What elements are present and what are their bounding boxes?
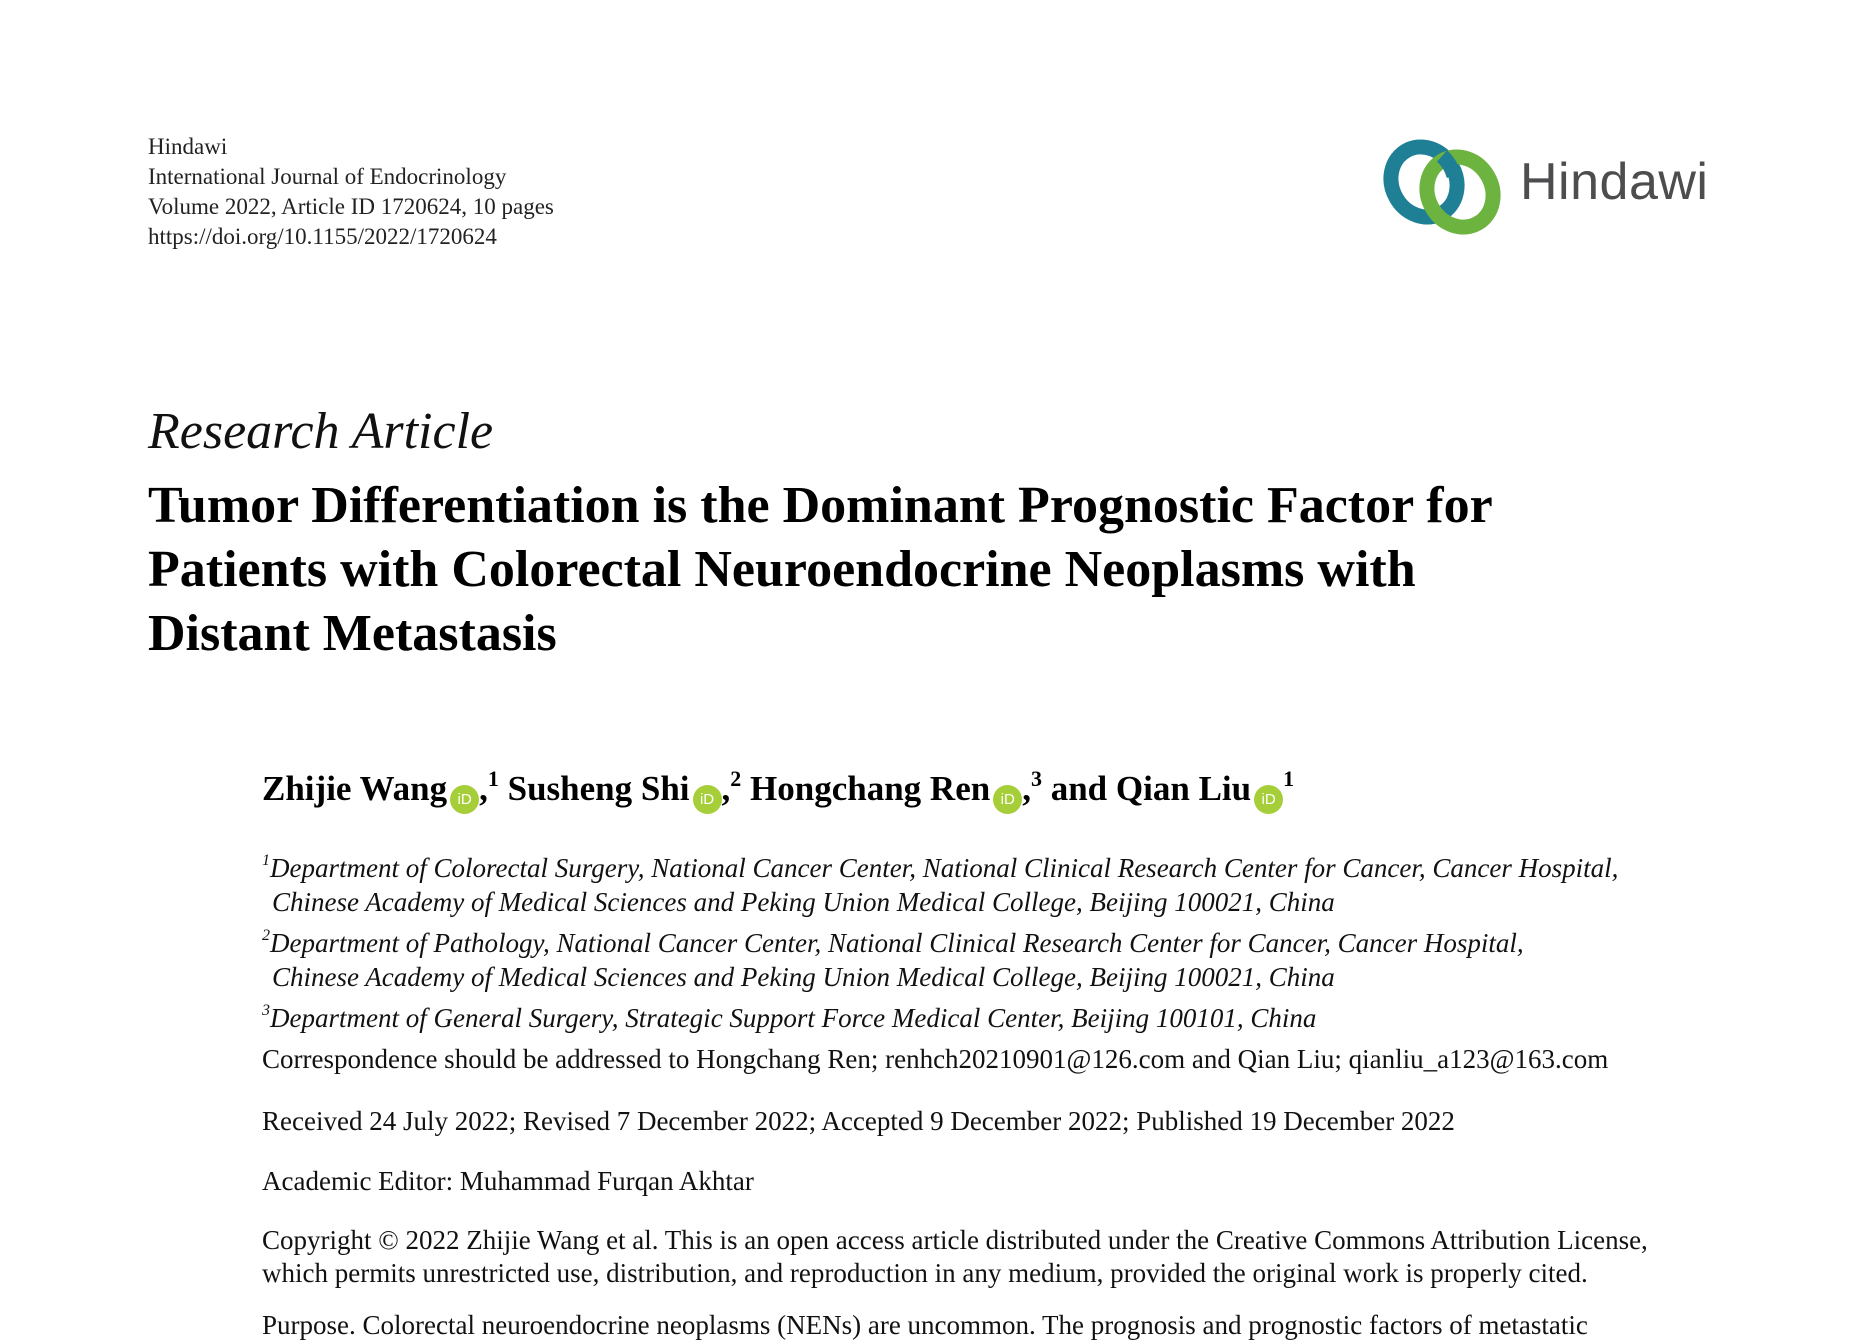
hindawi-logo-text: Hindawi [1520,153,1709,211]
author-affiliation-number: 1 [487,766,499,791]
orcid-icon[interactable]: iD [1254,785,1283,814]
affiliation-number: 3 [262,1002,270,1019]
affiliation-number: 2 [262,927,270,944]
publisher-name: Hindawi [148,134,228,159]
author-separator: , [1022,769,1031,808]
title-line: Tumor Differentiation is the Dominant Prognostic Factor for [148,477,1493,534]
copyright-line: which permits unrestricted use, distribution, and reproduction in any medium, provided the original work is properly cited. [262,1258,1588,1288]
author-list [262,766,1294,814]
author-affiliation-number: 2 [730,766,742,791]
doi-link[interactable]: https://doi.org/10.1155/2022/1720624 [148,224,497,249]
author-affiliation-number: 3 [1030,766,1042,791]
copyright-notice [262,1224,1737,1290]
affiliation-number: 1 [262,852,270,869]
publication-dates: Received 24 July 2022; Revised 7 December 2022; Accepted 9 December 2022; Published 19 December 2022 [262,1106,1455,1136]
orcid-icon[interactable]: iD [993,785,1022,814]
affiliation-text: Department of Colorectal Surgery, National Cancer Center, National Clinical Research Center for Cancer, Cancer Hospital, [270,853,1619,883]
author-affiliation-number: 1 [1283,766,1295,791]
journal-info [148,132,554,252]
author-name[interactable]: Susheng Shi [507,769,690,808]
abstract-first-line: Purpose. Colorectal neuroendocrine neoplasms (NENs) are uncommon. The prognosis and prognostic factors of metastatic [262,1310,1588,1340]
article-type: Research Article [148,403,494,460]
academic-editor: Academic Editor: Muhammad Furqan Akhtar [262,1166,754,1196]
author-name[interactable]: Hongchang Ren [750,769,991,808]
journal-name: International Journal of Endocrinology [148,164,507,189]
affiliation-text: Department of Pathology, National Cancer Center, National Clinical Research Center for Cancer, Cancer Hospital, [270,928,1524,958]
author-name[interactable]: Qian Liu [1115,769,1252,808]
volume-line: Volume 2022, Article ID 1720624, 10 pages [148,194,554,219]
author-separator: , [479,769,488,808]
author-separator: , [721,769,731,808]
copyright-line: Copyright © 2022 Zhijie Wang et al. This is an open access article distributed under the Creative Commons Attribution License, [262,1225,1648,1255]
affiliation-line [262,919,1618,960]
article-title [148,474,1748,666]
affiliation-line [262,994,1618,1035]
correspondence: Correspondence should be addressed to Hongchang Ren; renhch20210901@126.com and Qian Liu; qianliu_a123@163.com [262,1044,1609,1074]
hindawi-logo [1372,132,1752,242]
affiliation-text: Department of General Surgery, Strategic Support Force Medical Center, Beijing 100101, China [270,1003,1317,1033]
author-connector: and [1050,769,1108,808]
author-name[interactable]: Zhijie Wang [262,769,448,808]
affiliation-line: Chinese Academy of Medical Sciences and Peking Union Medical College, Beijing 100021, China [272,887,1335,917]
hindawi-logo-icon [1372,132,1512,242]
affiliation-line [262,844,1618,885]
orcid-icon[interactable]: iD [693,785,722,814]
affiliations [262,844,1618,1035]
orcid-icon[interactable]: iD [450,785,479,814]
title-line: Patients with Colorectal Neuroendocrine Neoplasms with [148,541,1416,598]
title-line: Distant Metastasis [148,605,557,662]
affiliation-line: Chinese Academy of Medical Sciences and Peking Union Medical College, Beijing 100021, China [272,962,1335,992]
